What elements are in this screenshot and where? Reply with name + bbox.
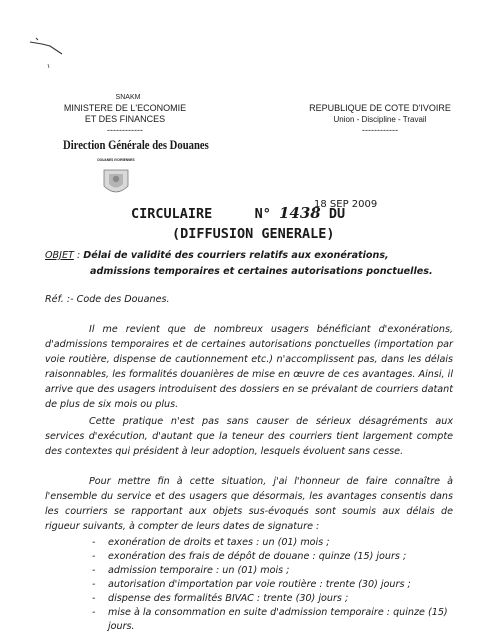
- list-item: - exonération des frais de dépôt de douane : quinze (15) jours ;: [92, 551, 407, 562]
- header-left-dashes: ------------: [107, 125, 143, 135]
- direction-title: Direction Générale des Douanes: [63, 137, 209, 152]
- ministry-name: MINISTERE DE L'ECONOMIE: [63, 103, 187, 113]
- reference-label: Réf.: [45, 294, 64, 305]
- list-item: - dispense des formalités BIVAC : trente (30) jours ;: [92, 593, 349, 604]
- logo-caption: DOUANES IVOIRIENNES: [97, 158, 135, 162]
- list-item: - admission temporaire : un (01) mois ;: [92, 565, 290, 576]
- list-item: - autorisation d'importation par voie routière : trente (30) jours ;: [92, 579, 411, 590]
- customs-emblem-icon: [96, 158, 136, 200]
- national-motto: Union - Discipline - Travail: [333, 115, 427, 124]
- paragraph-3: Pour mettre fin à cette situation, j'ai l'honneur de faire connaître à l'ensemble du service et des usagers que désormais, les avantages consentis dans les courriers se rapportant aux objets sus-évoqués sont soumis aux délais de rigueur suivants, à compter de leurs dates de signature :: [45, 476, 453, 532]
- header-right-dashes: ------------: [362, 125, 398, 135]
- validity-list: [92, 536, 472, 634]
- du-label: DU: [328, 206, 346, 222]
- list-item: - exonération de droits et taxes : un (01) mois ;: [92, 537, 330, 548]
- circular-date-stamp: 18 SEP 2009: [314, 199, 378, 210]
- customs-logo: [96, 158, 136, 200]
- paragraph-1: Il me revient que de nombreux usagers bénéficiant d'exonérations, d'admissions temporaires et de certaines autorisations ponctuelles (importation par voie routière, dispense de cautionnement etc.) n'accomplissent pas, dans les délais raisonnables, les formalités douanières de mise en œuvre de ces avantages. Ainsi, il arrive que des usagers introduisent des dossiers en se prévalant de courriers datant de plus de six mois ou plus.: [45, 324, 453, 410]
- reference-text: :- Code des Douanes.: [66, 294, 170, 305]
- distribution-label: (DIFFUSION GENERALE): [172, 226, 335, 242]
- ministry-name-line2: ET DES FINANCES: [84, 114, 166, 124]
- corner-scribble: [28, 34, 68, 70]
- list-item: - mise à la consommation en suite d'admission temporaire : quinze (15): [92, 607, 448, 618]
- object-line1: Délai de validité des courriers relatifs aux exonérations,: [83, 250, 389, 261]
- circular-number: 1438: [278, 204, 321, 222]
- number-prefix: N°: [254, 206, 271, 222]
- country-name: REPUBLIQUE DE COTE D'IVOIRE: [309, 103, 451, 113]
- paragraph-2: Cette pratique n'est pas sans causer de sérieux désagréments aux services d'exécution, d'autant que la teneur des courriers tient largement compte des contextes qui président à leur adoption, lesquels évoluent sans cesse.: [45, 416, 453, 457]
- circular-label: CIRCULAIRE: [131, 206, 213, 222]
- ministry-abbreviation: SNAKM: [115, 94, 141, 101]
- object-label: OBJET: [45, 250, 74, 261]
- list-item-continuation: jours.: [108, 621, 135, 632]
- object-line2: admissions temporaires et certaines autorisations ponctuelles.: [90, 266, 433, 277]
- object-colon: :: [76, 250, 81, 261]
